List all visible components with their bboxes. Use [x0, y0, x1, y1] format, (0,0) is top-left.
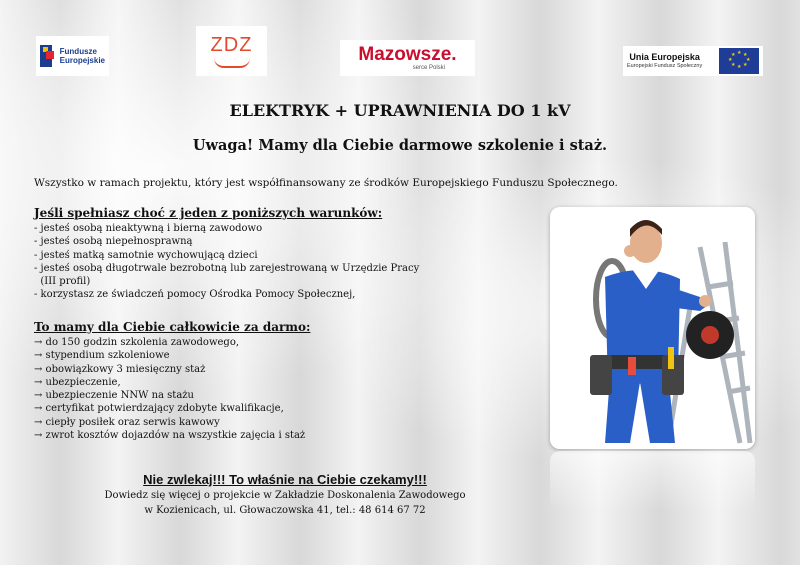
eu-sub: Europejski Fundusz Społeczny: [627, 63, 703, 69]
list-item: → obowiązkowy 3 miesięczny staż: [34, 363, 206, 375]
list-item: - jesteś osobą długotrwale bezrobotną lub zarejestrowaną w Urzędzie Pracy: [34, 262, 420, 274]
list-item: → stypendium szkoleniowe: [34, 350, 170, 362]
list-item: → certyfikat potwierdzający zdobyte kwalifikacje,: [34, 403, 284, 415]
zdz-text: ZDZ: [210, 33, 253, 56]
eu-logo-text: [627, 52, 702, 70]
fe-line2: Europejskie: [59, 56, 105, 65]
fe-mark-icon: [40, 45, 56, 67]
eu-title: Unia Europejska: [629, 52, 700, 62]
eu-flag-icon: ★ ★ ★ ★ ★ ★ ★ ★: [719, 48, 759, 74]
list-item: → ciepły posiłek oraz serwis kawowy: [34, 416, 220, 428]
conditions-section: [34, 206, 419, 302]
fe-line1: Fundusze: [59, 47, 97, 56]
list-item: → ubezpieczenie NNW na stażu: [34, 390, 194, 402]
electrician-illustration: [550, 207, 755, 449]
list-item: - jesteś osobą nieaktywną i bierną zawodowo: [34, 223, 263, 234]
electrician-photo: [550, 207, 755, 449]
list-item: - jesteś osobą niepełnosprawną: [34, 236, 193, 248]
list-item: (III profil): [34, 276, 91, 288]
contact-line-1: Dowiedz się więcej o projekcie w Zakładzie Doskonalenia Zawodowego: [104, 490, 466, 501]
photo-reflection: [550, 451, 755, 511]
fundusze-europejskie-logo: [36, 36, 109, 76]
page-title: ELEKTRYK + UPRAWNIENIA DO 1 kV: [229, 101, 571, 120]
conditions-list: [34, 222, 419, 302]
list-item: → zwrot kosztów dojazdów na wszystkie zajęcia i staż: [34, 430, 306, 442]
call-to-action: Nie zwlekaj!!! To właśnie na Ciebie czekamy!!!: [143, 472, 427, 487]
book-icon: [214, 58, 250, 68]
benefits-list: [34, 336, 310, 442]
list-item: - jesteś matką samotnie wychowującą dzieci: [34, 249, 258, 261]
mazowsze-logo: [340, 40, 475, 76]
intro-text: Wszystko w ramach projektu, który jest współfinansowany ze środków Europejskiego Funduszu Społecznego.: [34, 177, 618, 189]
benefits-section: [34, 320, 310, 442]
page-subtitle: Uwaga! Mamy dla Ciebie darmowe szkolenie i staż.: [192, 137, 608, 154]
list-item: → do 150 godzin szkolenia zawodowego,: [34, 337, 240, 348]
eu-logo: [623, 46, 763, 76]
mazowsze-text: Mazowsze.: [358, 44, 457, 65]
zdz-logo: [196, 26, 267, 76]
fe-logo-text: [60, 47, 105, 65]
mazowsze-sub: serce Polski: [412, 65, 445, 71]
list-item: → ubezpieczenie,: [34, 376, 121, 388]
contact-line-2: w Kozienicach, ul. Głowaczowska 41, tel.: 48 614 67 72: [144, 505, 426, 516]
benefits-heading: To mamy dla Ciebie całkowicie za darmo:: [34, 320, 311, 334]
list-item: - korzystasz ze świadczeń pomocy Ośrodka Pomocy Społecznej,: [34, 289, 356, 301]
conditions-heading: Jeśli spełniasz choć z jeden z poniższych warunków:: [34, 206, 383, 220]
